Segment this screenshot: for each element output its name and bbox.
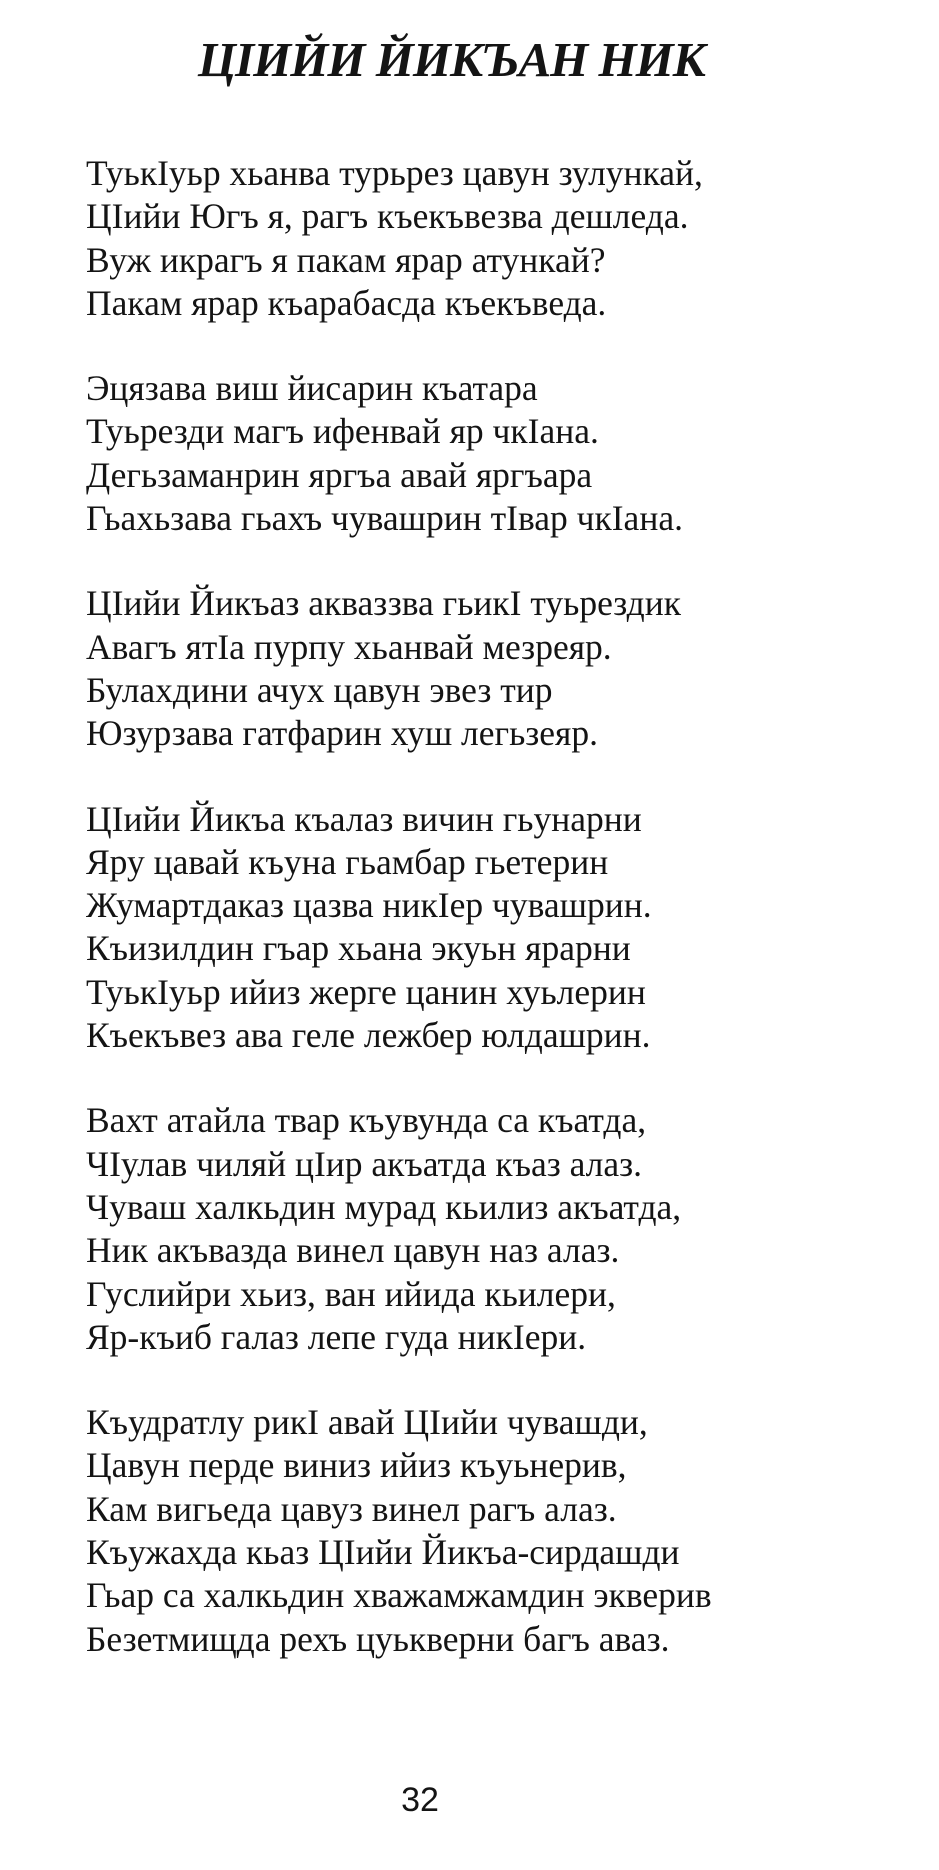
poem-line: Къудратлу рикI авай ЦIийи чувашди,	[86, 1402, 648, 1443]
poem-line: Дегьзаманрин яргъа авай яргъара	[86, 454, 593, 495]
poem-line: Вахт атайла твар къувунда са къатда,	[86, 1100, 647, 1141]
poem-line: Безетмищда рехъ цуькверни багъ аваз.	[86, 1618, 670, 1659]
poem-line: ЦIийи Югъ я, рагъ къекъвезва дешледа.	[86, 196, 689, 237]
poem-line: Ник акъвазда винел цавун наз алаз.	[86, 1230, 620, 1271]
poem-line: Кам вигьеда цавуз винел рагъ алаз.	[86, 1488, 617, 1529]
poem-line: Булахдини ачух цавун эвез тир	[86, 669, 553, 710]
poem-line: Авагъ ятIа пурпу хьанвай мезреяр.	[86, 626, 612, 667]
poem-line: Жумартдаказ цазва никIер чувашрин.	[86, 885, 652, 926]
poem-line: Чуваш халкьдин мурад кьилиз акъатда,	[86, 1186, 682, 1227]
poem-line: ЦIийи Йикъаз акваззва гьикI туьрездик	[86, 583, 681, 624]
page-number: 32	[401, 1781, 439, 1819]
poem-line: Къекъвез ава геле лежбер юлдашрин.	[86, 1015, 651, 1056]
poem-line: ЧIулав чиляй цIир акъатда къаз алаз.	[86, 1143, 643, 1184]
poem-line: Юзурзава гатфарин хуш легьзеяр.	[86, 713, 599, 754]
poem-line: Пакам ярар къарабасда къекъведа.	[86, 282, 607, 323]
poem-line: ТуькIуьр ийиз жерге цанин хуьлерин	[86, 971, 646, 1012]
poem-line: Къизилдин гъар хьана экуьн ярарни	[86, 928, 631, 969]
stanza-4	[86, 798, 916, 1058]
poem-line: Къужахда кьаз ЦIийи Йикъа-сирдашди	[86, 1532, 680, 1573]
poem-line: ТуькIуьр хьанва турьрез цавун зулункай,	[86, 153, 703, 193]
poem-title: ЦIИЙИ ЙИКЪАН НИК	[198, 32, 705, 87]
stanza-5	[86, 1099, 916, 1359]
stanza-2	[86, 367, 916, 540]
stanza-3	[86, 582, 916, 755]
poem-line: Яр-къиб галаз лепе гуда никIери.	[86, 1316, 587, 1357]
poem-line: ЦIийи Йикъа къалаз вичин гьунарни	[86, 798, 642, 839]
stanza-6	[86, 1401, 916, 1661]
poem-line: Яру цавай къуна гьамбар гьетерин	[86, 841, 609, 882]
poem-line: Гуслийри хьиз, ван ийида кьилери,	[86, 1273, 616, 1314]
poem-line: Цавун перде виниз ийиз къуьнерив,	[86, 1445, 627, 1486]
stanza-1	[86, 152, 916, 325]
poem-body	[86, 152, 916, 1703]
poem-line: Вуж икрагъ я пакам ярар атункай?	[86, 239, 606, 280]
poem-line: Гьар са халкьдин хважамжамдин экверив	[86, 1575, 712, 1616]
poem-line: Туьрезди магъ ифенвай яр чкIана.	[86, 411, 599, 452]
poem-line: Гьахьзава гьахъ чувашрин тIвар чкIана.	[86, 498, 683, 539]
poem-line: Эцязава виш йисарин къатара	[86, 368, 538, 409]
